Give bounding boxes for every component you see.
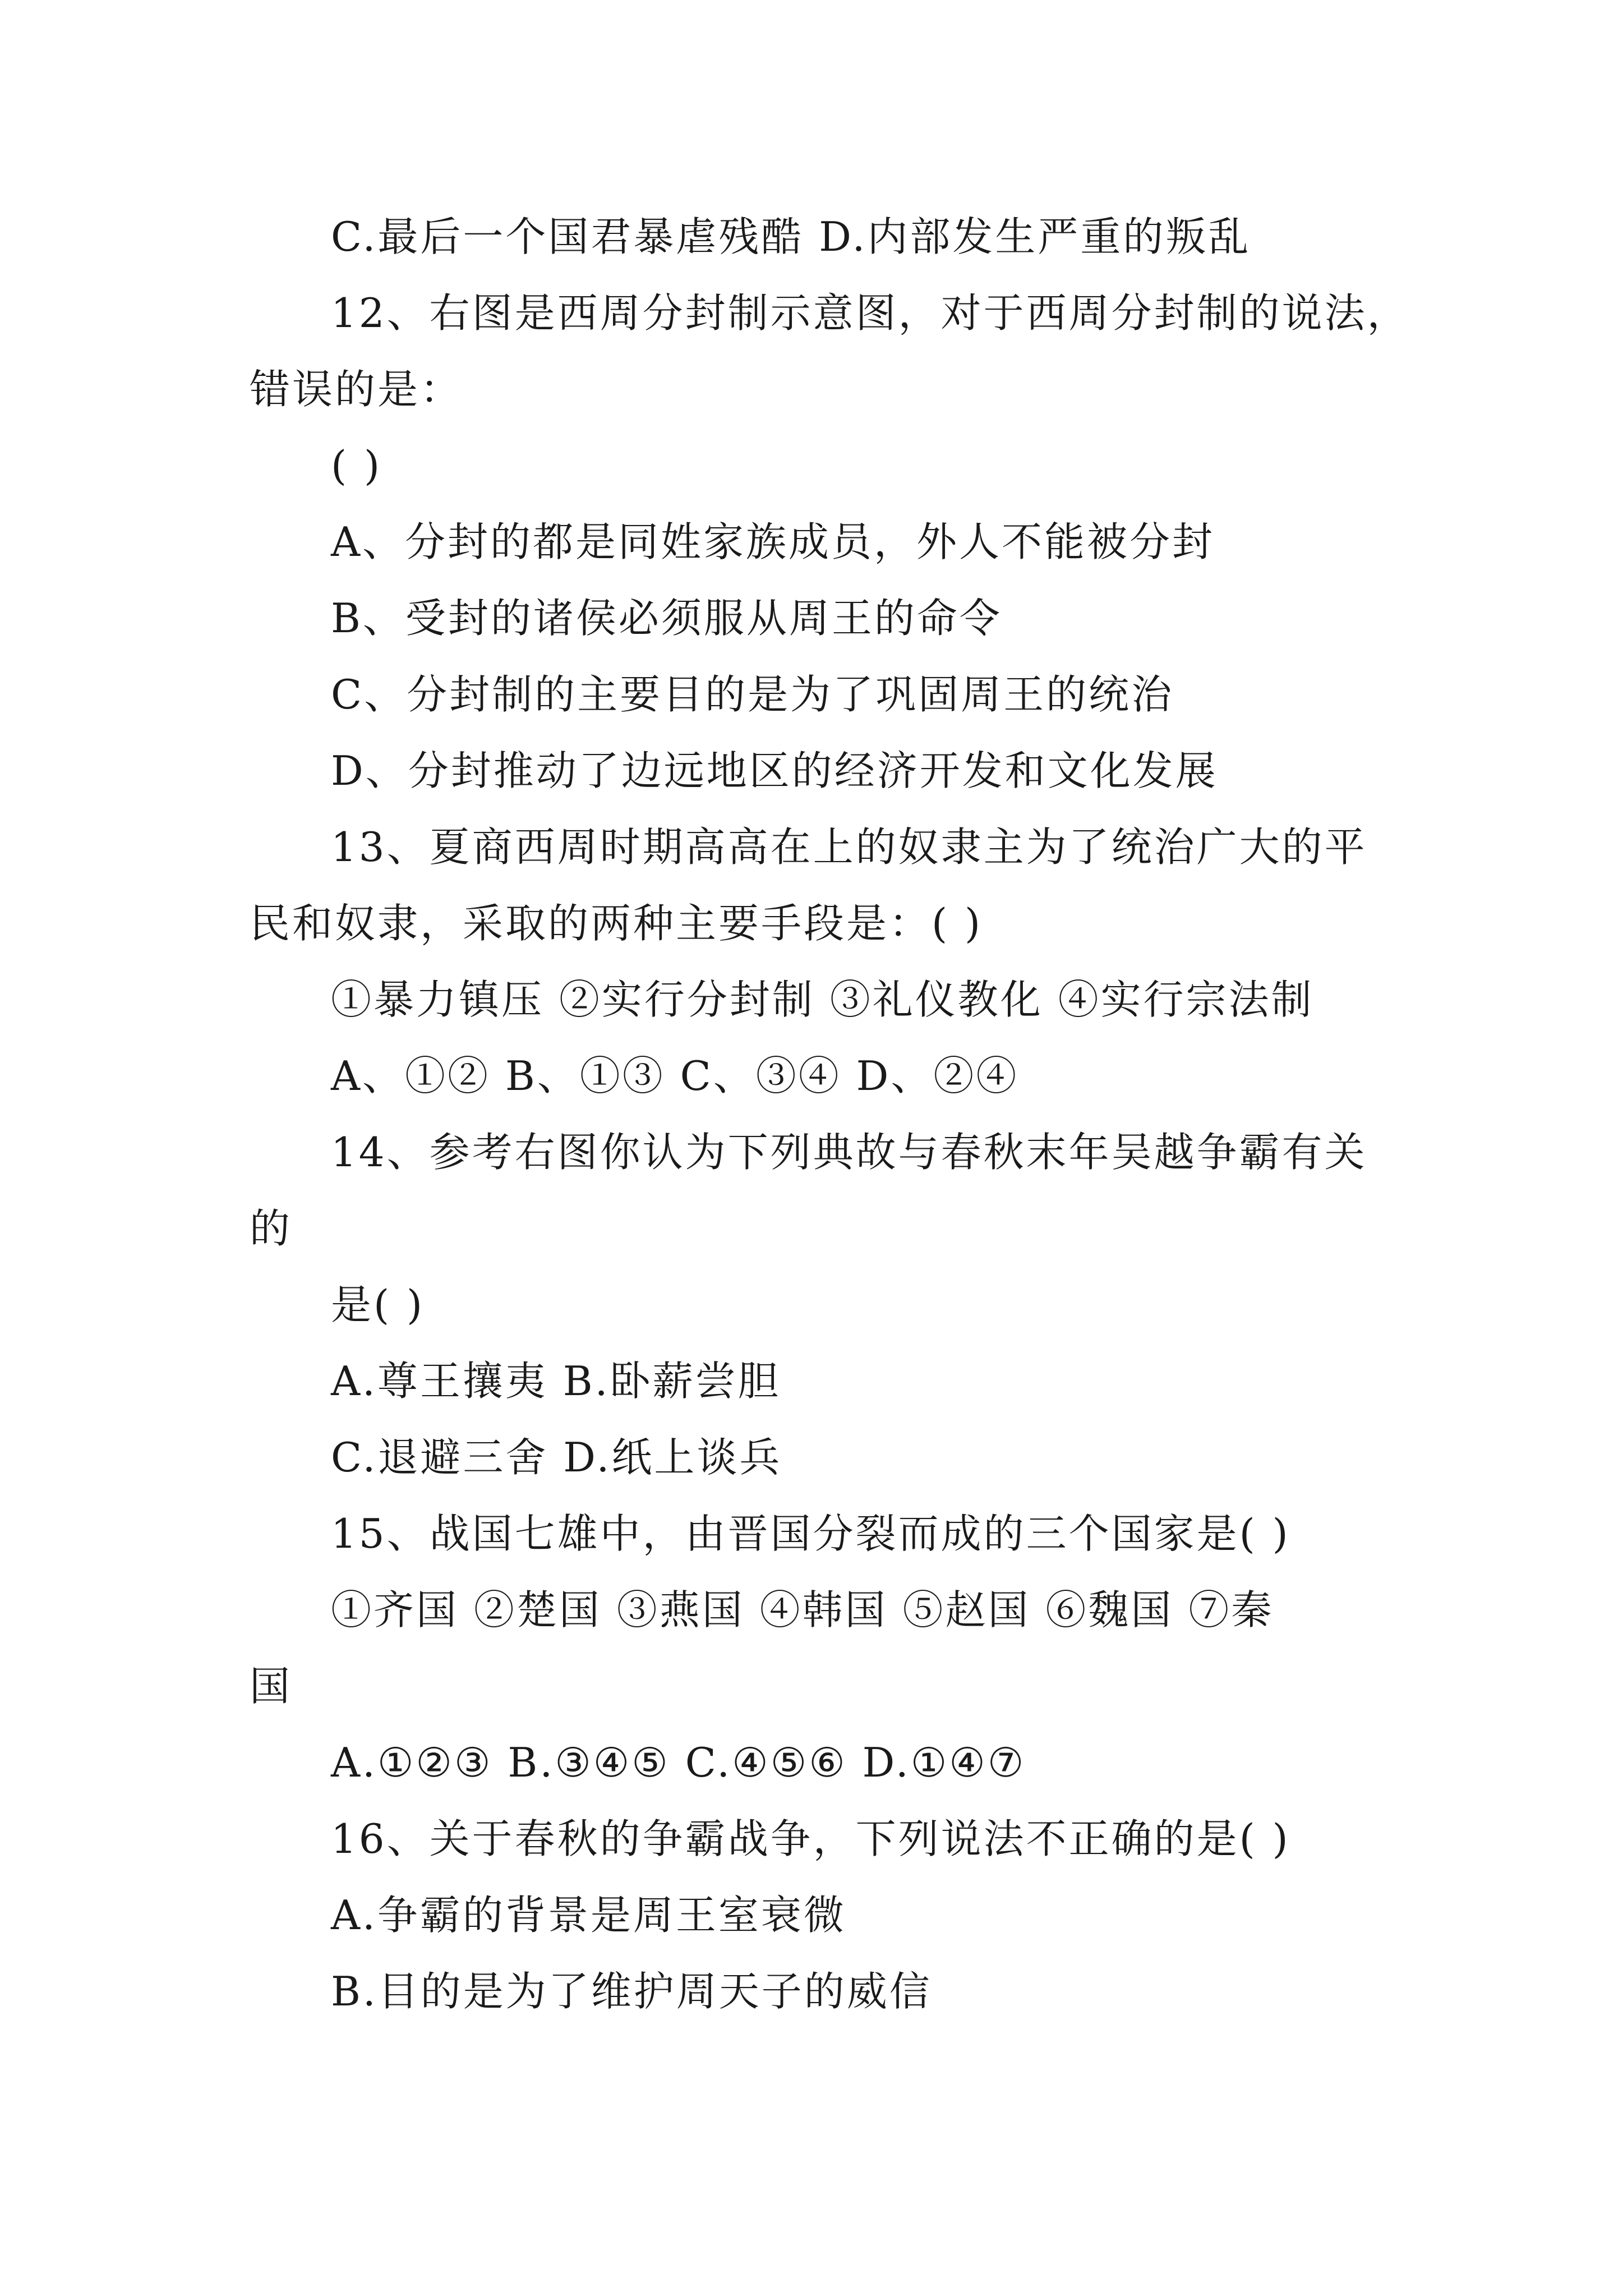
question-14-options-cd: C.退避三舍 D.纸上谈兵 bbox=[331, 1434, 782, 1481]
question-13-text: 13、夏商西周时期高高在上的奴隶主为了统治广大的平 bbox=[331, 823, 1367, 871]
option-16-b: B.目的是为了维护周天子的威信 bbox=[331, 1968, 932, 2015]
question-15-options: A.①②③ B.③④⑤ C.④⑤⑥ D.①④⑦ bbox=[331, 1739, 1026, 1786]
question-16-text: 16、关于春秋的争霸战争，下列说法不正确的是( ) bbox=[331, 1815, 1290, 1862]
answer-blank-12: ( ) bbox=[331, 442, 382, 489]
question-14-options-ab: A.尊王攘夷 B.卧薪尝胆 bbox=[331, 1358, 781, 1405]
question-14-blank: 是( ) bbox=[331, 1281, 425, 1328]
question-14-text: 14、参考右图你认为下列典故与春秋末年吴越争霸有关 bbox=[331, 1129, 1367, 1176]
question-13-text-cont: 民和奴隶，采取的两种主要手段是：( ) bbox=[250, 900, 983, 947]
question-14-text-cont: 的 bbox=[250, 1205, 293, 1252]
option-12-c: C、分封制的主要目的是为了巩固周王的统治 bbox=[331, 671, 1174, 718]
option-line-11-cd: C.最后一个国君暴虐残酷 D.内部发生严重的叛乱 bbox=[331, 213, 1251, 260]
question-12-text: 12、右图是西周分封制示意图，对于西周分封制的说法， bbox=[331, 289, 1410, 337]
option-12-d: D、分封推动了边远地区的经济开发和文化发展 bbox=[331, 747, 1218, 794]
question-13-options: A、①② B、①③ C、③④ D、②④ bbox=[331, 1052, 1019, 1099]
question-13-items: ①暴力镇压 ②实行分封制 ③礼仪教化 ④实行宗法制 bbox=[331, 976, 1314, 1023]
question-15-items-cont: 国 bbox=[250, 1663, 293, 1710]
question-15-text: 15、战国七雄中，由晋国分裂而成的三个国家是( ) bbox=[331, 1510, 1290, 1557]
question-15-items: ①齐国 ②楚国 ③燕国 ④韩国 ⑤赵国 ⑥魏国 ⑦秦 bbox=[331, 1586, 1274, 1634]
option-12-b: B、受封的诸侯必须服从周王的命令 bbox=[331, 595, 1002, 642]
question-12-text-cont: 错误的是： bbox=[250, 366, 463, 413]
option-12-a: A、分封的都是同姓家族成员，外人不能被分封 bbox=[331, 518, 1215, 565]
option-16-a: A.争霸的背景是周王室衰微 bbox=[331, 1892, 846, 1939]
